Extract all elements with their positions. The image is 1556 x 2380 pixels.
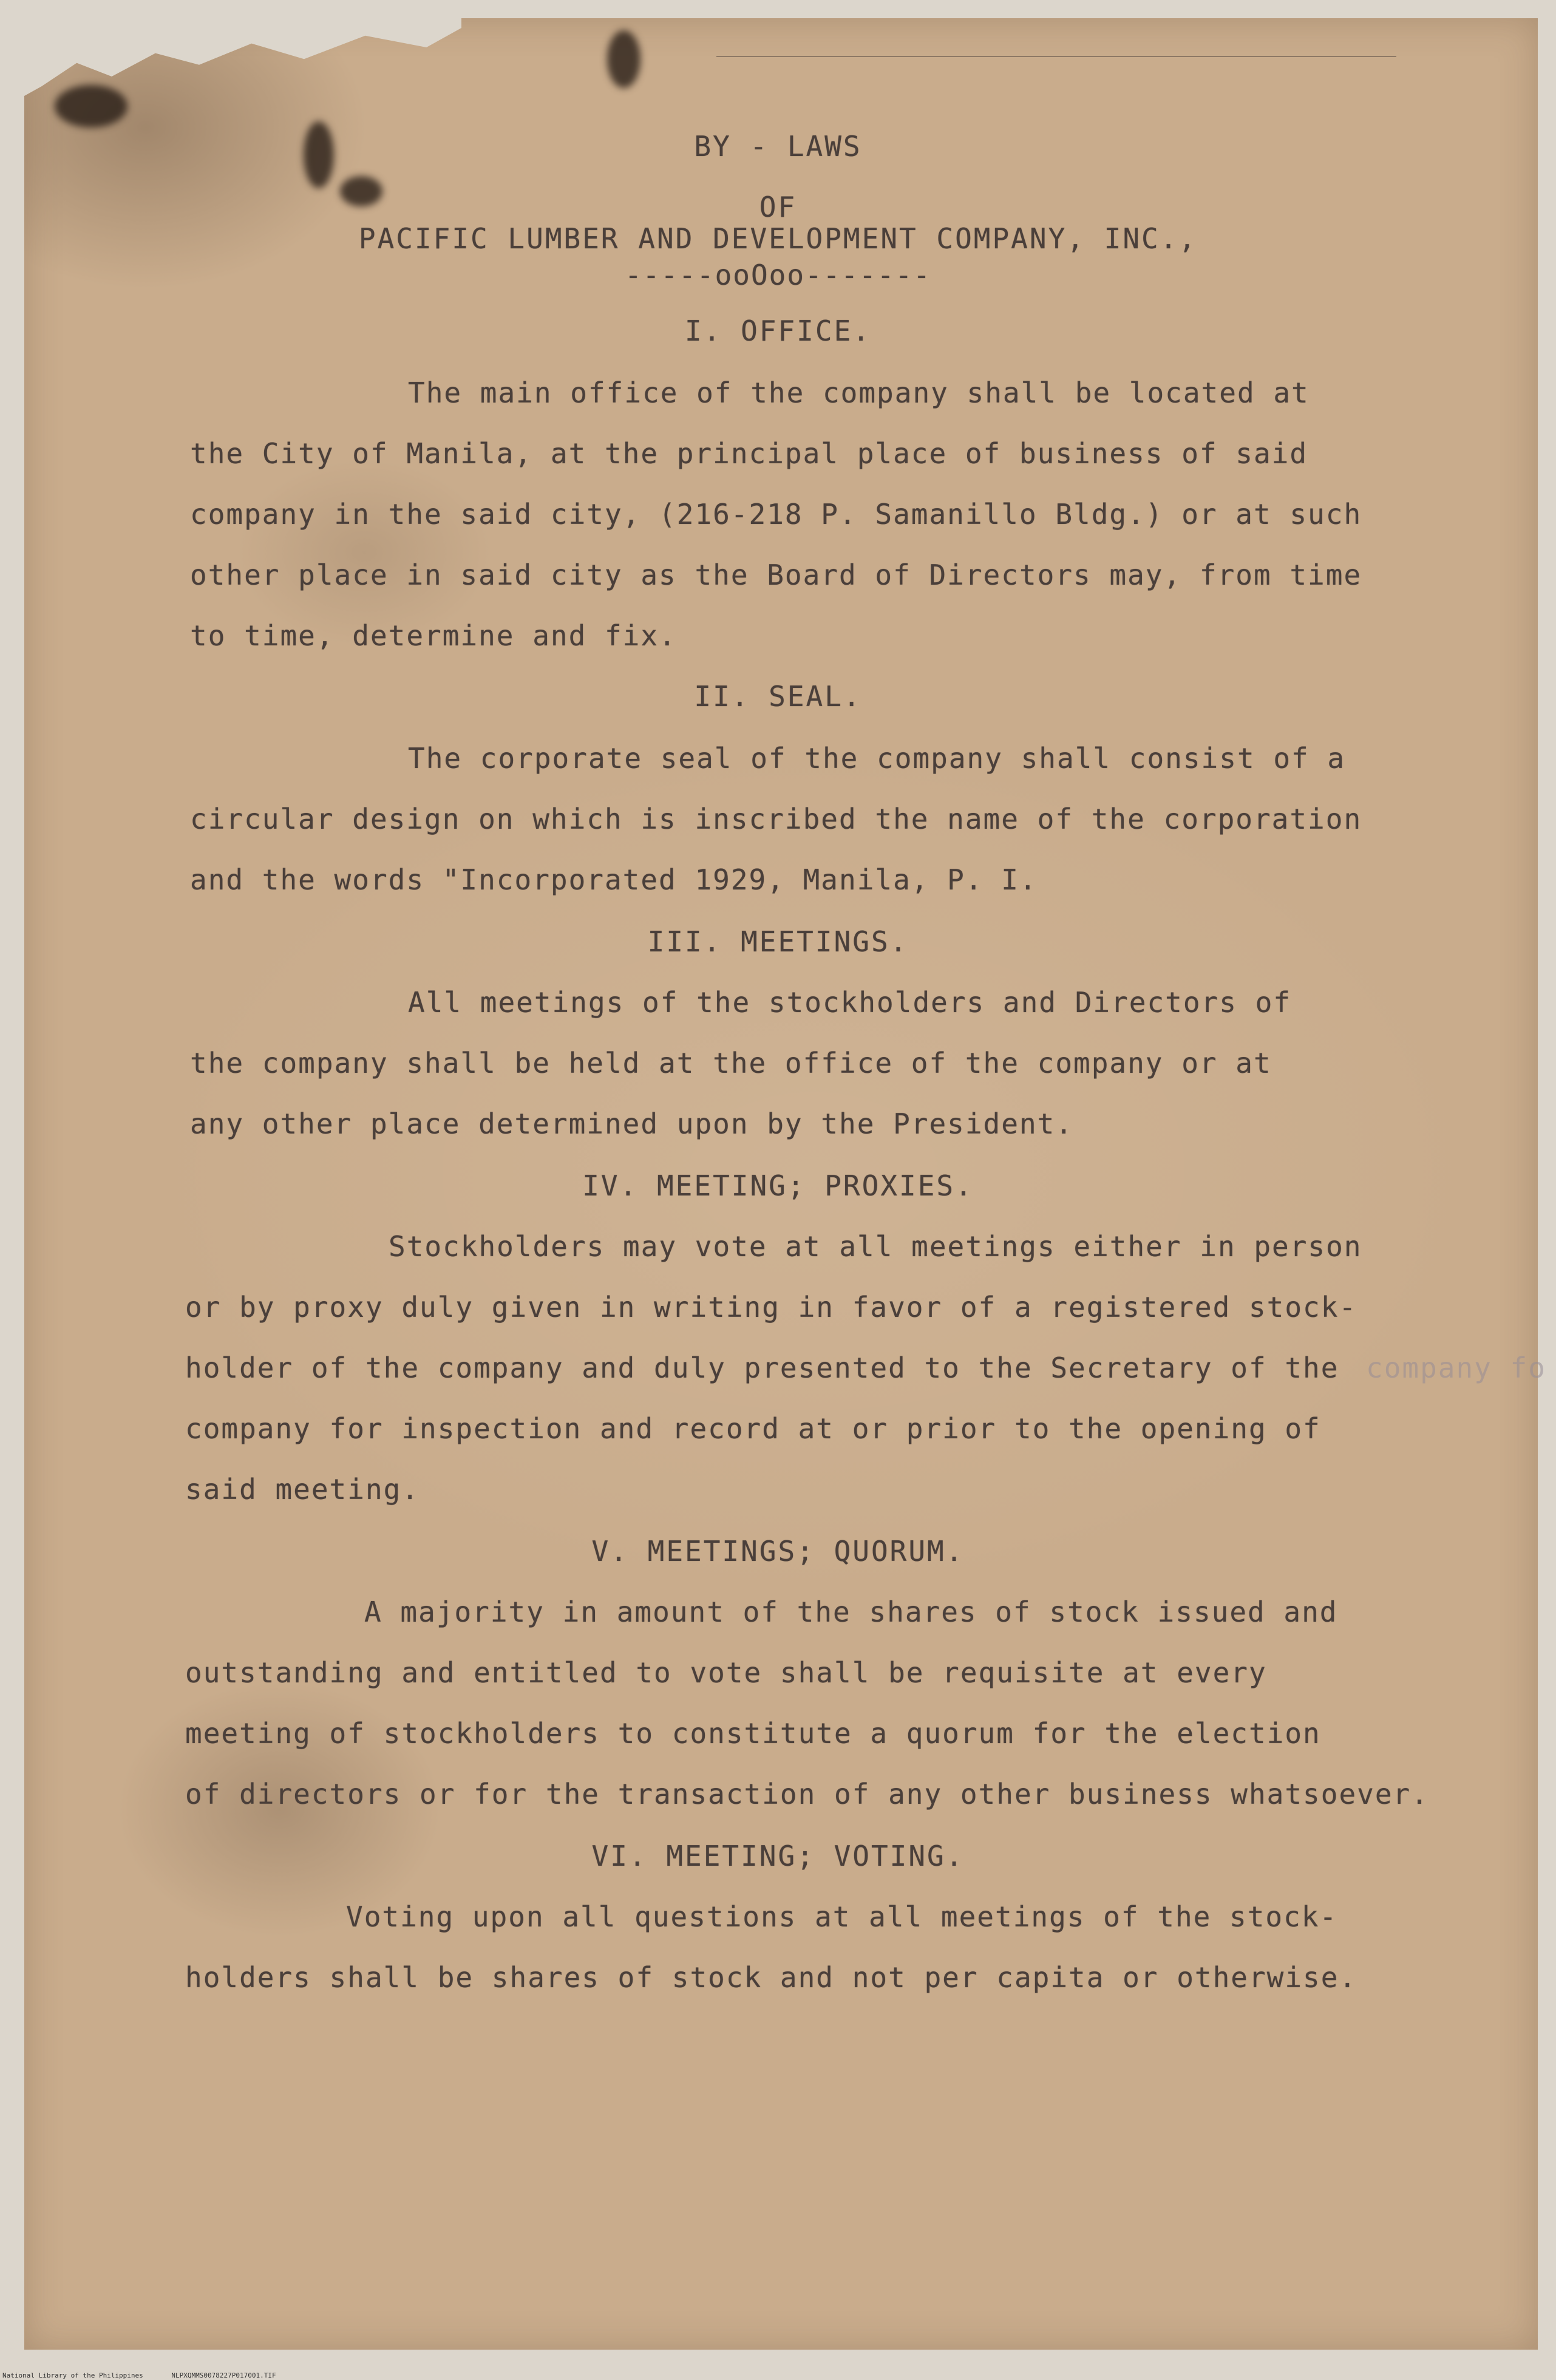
paragraph-line: to time, determine and fix. [190,619,677,652]
section-heading-seal: II. SEAL. [694,680,862,713]
paragraph-line: company for inspection and record at or prior to the opening of [185,1412,1321,1445]
paragraph-line: said meeting. [185,1473,420,1506]
paragraph-line: meeting of stockholders to constitute a quorum for the election [185,1717,1321,1750]
paragraph-line: All meetings of the stockholders and Directors of [408,986,1292,1019]
faded-overtype: company fo [1366,1352,1546,1384]
paragraph-line: holders shall be shares of stock and not per capita or otherwise. [185,1961,1357,1994]
section-heading-office: I. OFFICE. [685,314,871,347]
section-heading-quorum: V. MEETINGS; QUORUM. [591,1535,965,1568]
ornament-divider: -----ooOoo------- [625,259,931,291]
paragraph-line: Voting upon all questions at all meetings of the stock- [346,1900,1338,1933]
paragraph-line: outstanding and entitled to vote shall be requisite at every [185,1656,1267,1689]
scan-footer [2,2372,301,2379]
section-heading-proxies: IV. MEETING; PROXIES. [582,1169,974,1202]
section-heading-meetings: III. MEETINGS. [647,925,909,958]
paragraph-line: A majority in amount of the shares of stock issued and [364,1596,1338,1628]
paragraph-line: any other place determined upon by the President. [190,1107,1074,1140]
paragraph-line: of directors or for the transaction of any other business whatsoever. [185,1778,1429,1810]
paragraph-line: The main office of the company shall be located at [408,376,1310,409]
paragraph-line: other place in said city as the Board of Directors may, from time [190,559,1362,591]
paragraph-line: holder of the company and duly presented to the Secretary of the [185,1352,1339,1384]
paragraph-line: Stockholders may vote at all meetings either in person [389,1230,1362,1263]
company-name: PACIFIC LUMBER AND DEVELOPMENT COMPANY, INC., [358,222,1198,255]
paragraph-line: The corporate seal of the company shall consist of a [408,742,1346,775]
paragraph-line: the City of Manila, at the principal place of business of said [190,437,1308,470]
footer-library: National Library of the Philippines [2,2372,143,2379]
footer-filename: NLPXQMMS0078227P017001.TIF [171,2372,276,2379]
document-of: OF [759,191,797,223]
document-title: BY - LAWS [694,130,862,163]
paragraph-line: company in the said city, (216-218 P. Samanillo Bldg.) or at such [190,498,1362,531]
paragraph-line: or by proxy duly given in writing in favor of a registered stock- [185,1291,1357,1324]
paragraph-line: the company shall be held at the office of the company or at [190,1047,1272,1080]
paragraph-line: and the words "Incorporated 1929, Manila, P. I. [190,863,1038,896]
section-heading-voting: VI. MEETING; VOTING. [591,1840,965,1872]
paragraph-line: circular design on which is inscribed the name of the corporation [190,803,1362,835]
